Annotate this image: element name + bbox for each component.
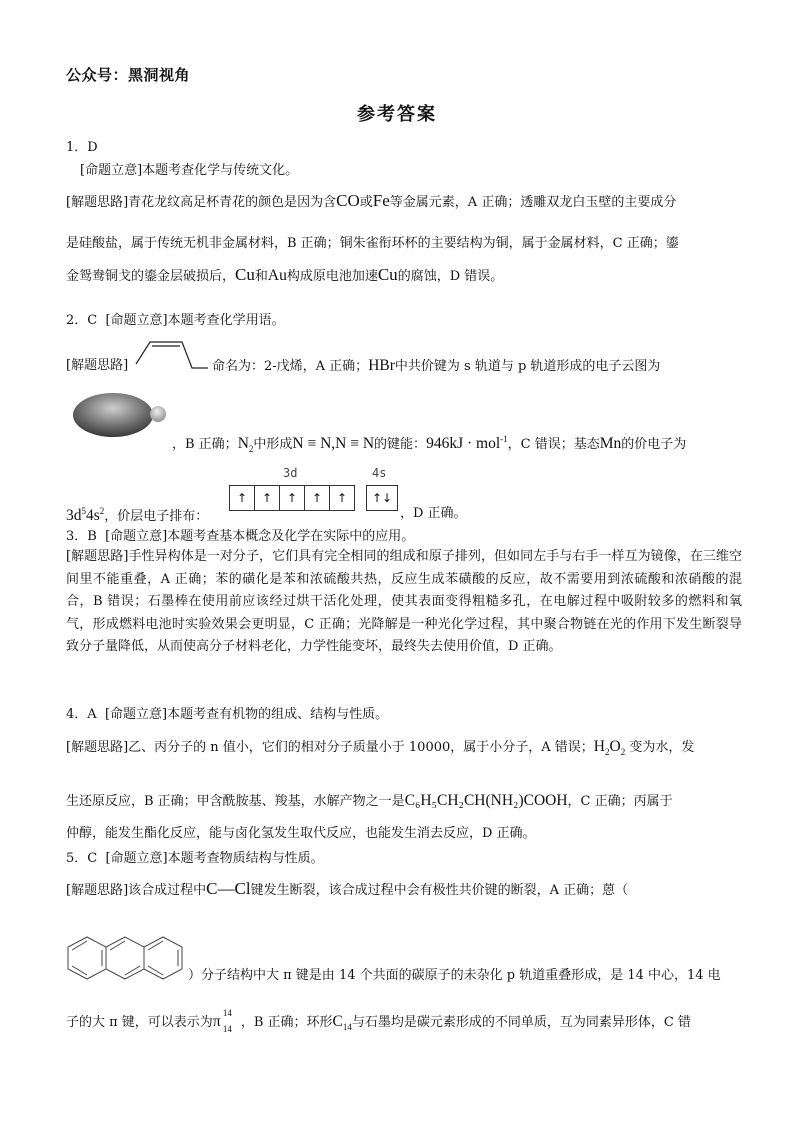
q2-text: 中共价键为 s 轨道与 p 轨道形成的电子云图为 <box>394 359 661 374</box>
h2o2-sub1: 2 <box>605 747 610 758</box>
q4-number-intent <box>66 706 388 724</box>
formula-c14 <box>332 1013 352 1033</box>
formula-hbr: HBr <box>368 357 395 374</box>
n2-subscript: 2 <box>248 444 254 455</box>
q2-text: 命名为：2-戊烯，A 正确； <box>212 359 369 374</box>
q4-text: 变为水，发 <box>629 740 695 755</box>
q1-line2: 是硅酸盐，属于传统无机非金属材料，B 正确；铜朱雀衔环杯的主要结构为铜，属于金属材料，C 正确；鎏 <box>66 236 679 251</box>
formula-triple-bond: N ≡ N,N ≡ N <box>292 435 375 453</box>
q2-number-intent <box>66 312 285 330</box>
q4-intent: [命题立意]本题考查有机物的组成、结构与性质。 <box>104 707 389 722</box>
formula-fe: Fe <box>372 191 390 210</box>
config-3d: 3d <box>66 507 82 525</box>
formula-pi-bond <box>212 1008 241 1034</box>
q2-number: 2．C <box>66 313 98 328</box>
q1-text: 金鸳鸯铜戈的鎏金层破损后， <box>66 269 236 284</box>
config-4s-exp: 2 <box>99 506 105 516</box>
q4-text: 生还原反应，B 正确；甲含酰胺基、羧基，水解产物之一是 <box>66 794 405 809</box>
q1-text: 和 <box>254 269 268 284</box>
orbital-box: ↑ <box>330 485 355 511</box>
orbital-label-3d: 3d <box>283 466 298 480</box>
q2-line2 <box>172 430 686 458</box>
formula-bond-energy <box>426 435 508 452</box>
q2-text: [解题思路] <box>66 358 129 373</box>
orbital-box: ↑ <box>280 485 305 511</box>
q3-intent: [命题立意]本题考查基本概念及化学在实际中的应用。 <box>105 529 415 544</box>
formula-phenylalanine: C₆H₅CH₂CH(NH₂)COOH <box>404 792 568 809</box>
q3-paragraph: [解题思路]手性异构体是一对分子，它们具有完全相同的组成和原子排列，但如同左手与右手一样互为镜像，在三维空间里不能重叠，A 正确；苯的磺化是苯和浓硫酸共热，反应生成苯磺酸的反应，故不需要用到浓硫酸和浓硝酸的混合，B 错误；石墨棒在使用前应该经过烘干活化处理，使其表面变得粗糙多孔，在电解过程中吸附较多的燃料和氧气，形成燃料电池时实验效果会更明显，C 正确；光降解是一种光化学过程，其中聚合物链在光的作用下发生断裂导致分子量降低，从而使高分子材料老化，力学性能变坏，最终失去使用价值，D 正确。 <box>66 549 742 655</box>
q5-text: ，B 正确；环形 <box>240 1015 333 1030</box>
q5-line2: ）分子结构中大 π 键是由 14 个共面的碳原子的未杂化 p 轨道重叠形成，是 14 中心，14 电 <box>188 968 721 983</box>
orbital-3d-boxes <box>229 485 355 511</box>
formula-cu: Cu <box>235 265 255 284</box>
q1-text: 等金属元素，A 正确；透雕双龙白玉壁的主要成分 <box>389 195 677 210</box>
q1-intent: [命题立意]本题考查化学与传统文化。 <box>80 163 299 178</box>
q1-number: 1．D <box>66 140 98 155</box>
formula-co: CO <box>336 191 360 210</box>
q2-text: ，B 正确； <box>172 437 238 453</box>
pentene-skeleton-image <box>134 334 210 374</box>
q5-line1 <box>66 880 628 900</box>
orbital-4s-box <box>366 485 398 511</box>
q4-text: [解题思路]乙、丙分子的 n 值小，它们的相对分子质量小于 10000，属于小分子，A 错误； <box>66 740 594 755</box>
q2-line3 <box>66 502 208 526</box>
q5-line3 <box>66 1008 691 1036</box>
q2-text: ，价层电子排布： <box>104 509 209 525</box>
q4-line3: 仲醇，能发生酯化反应，能与卤化氢发生取代反应，也能发生消去反应，D 正确。 <box>66 826 536 841</box>
q2-text: 的键能： <box>374 437 427 453</box>
formula-c-cl: C—Cl <box>206 879 251 898</box>
q5-number: 5．C <box>66 851 98 866</box>
formula-electron-config <box>66 507 104 524</box>
config-3d-exp: 5 <box>81 506 86 516</box>
q2-text: ，C 错误；基态 <box>507 437 600 453</box>
q3-number-intent <box>66 528 414 546</box>
q2-line1 <box>66 357 128 375</box>
q3-number: 3．B <box>66 529 97 544</box>
q5-text: 子的大 π 键，可以表示为 <box>66 1015 213 1030</box>
q4-number: 4．A <box>66 707 97 722</box>
q5-text: 与石墨均是碳元素形成的不同单质，互为同素异形体，C 错 <box>351 1015 691 1030</box>
formula-cu: Cu <box>377 265 398 284</box>
anthracene-structure-image <box>66 933 186 983</box>
q1-text: [解题思路]青花龙纹高足杯青花的颜色是因为含 <box>66 195 337 210</box>
q5-number-intent <box>66 850 324 868</box>
c14-subscript: 14 <box>342 1022 352 1033</box>
q5-text: [解题思路]该合成过程中 <box>66 883 207 898</box>
config-4s: 4s <box>86 507 100 525</box>
q2-line3b: ，D 正确。 <box>400 506 467 521</box>
h2o2-sub2: 2 <box>620 747 626 758</box>
orbital-label-4s: 4s <box>372 466 387 480</box>
orbital-box: ↑ <box>229 485 255 511</box>
q1-text: 的腐蚀，D 错误。 <box>397 269 504 284</box>
orbital-box: ↑ <box>305 485 330 511</box>
q2-text: 中形成 <box>253 437 293 453</box>
formula-h2o2 <box>593 738 626 758</box>
bond-energy-exponent: -1 <box>500 434 508 444</box>
q1-text: 构成原电池加速 <box>286 269 378 284</box>
q4-line1 <box>66 738 694 761</box>
q2-text: 的价电子为 <box>621 437 687 453</box>
orbital-box: ↑ <box>255 485 280 511</box>
n2-symbol: N <box>237 435 249 453</box>
q4-text: ，C 正确；丙属于 <box>567 794 673 809</box>
q1-text: 或 <box>359 195 373 210</box>
pi-symbol: π <box>212 1013 221 1030</box>
h2o2-h: H <box>593 738 605 755</box>
h2o2-o: O <box>609 738 621 755</box>
q1-line3 <box>66 266 503 286</box>
q2-intent: [命题立意]本题考查化学用语。 <box>105 313 285 328</box>
pi-subscript: 14 <box>222 1024 232 1034</box>
q4-line2 <box>66 792 673 811</box>
q5-intent: [命题立意]本题考查物质结构与性质。 <box>105 851 324 866</box>
formula-n2 <box>237 435 254 455</box>
pi-superscript: 14 <box>222 1008 232 1018</box>
q1-line1 <box>66 192 676 212</box>
page-title: 参考答案 <box>357 104 437 125</box>
c14-symbol: C <box>332 1013 343 1030</box>
watermark-label: 公众号：黑洞视角 <box>66 66 191 84</box>
formula-mn: Mn <box>599 435 622 453</box>
q2-line1b <box>212 357 660 376</box>
bond-energy-value: 946kJ · mol <box>426 435 501 453</box>
electron-cloud-image <box>70 385 170 441</box>
formula-au: Au <box>267 267 287 284</box>
orbital-box: ↑↓ <box>366 485 398 511</box>
q5-text: 键发生断裂，该合成过程中会有极性共价键的断裂，A 正确；蒽（ <box>250 883 629 898</box>
